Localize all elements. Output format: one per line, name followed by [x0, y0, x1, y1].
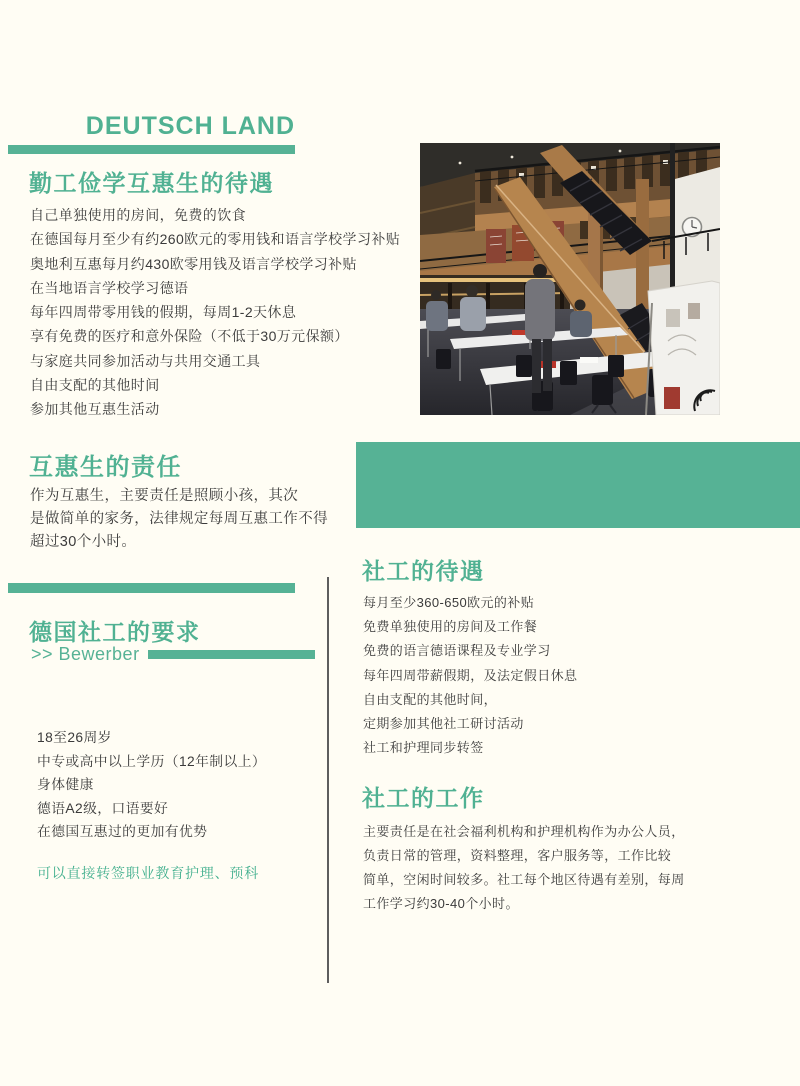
- social-worker-benefits-list: [363, 591, 577, 760]
- paragraph-line: 作为互惠生，主要责任是照顾小孩，其次: [30, 488, 299, 504]
- list-item: 自由支配的其他时间: [30, 377, 160, 394]
- list-item: 参加其他互惠生活动: [30, 401, 160, 418]
- social-worker-job-paragraph: [363, 820, 685, 916]
- list-item: 享有免费的医疗和意外保险（不低于30万元保额）: [30, 328, 349, 345]
- au-pair-duties-paragraph: [30, 485, 328, 555]
- au-pair-duties-title: 互惠生的责任: [29, 454, 182, 481]
- bewerber-row: [31, 644, 315, 665]
- list-item: 定期参加其他社工研讨活动: [363, 716, 524, 732]
- list-item: 在德国互惠过的更加有优势: [37, 824, 208, 839]
- bewerber-subtitle: >> Bewerber: [31, 644, 140, 664]
- list-item: 在当地语言学校学习德语: [30, 279, 189, 296]
- social-worker-benefits-title: 社工的待遇: [362, 558, 485, 584]
- paragraph-line: 主要责任是在社会福利机构和护理机构作为办公人员，: [363, 824, 685, 839]
- paragraph-line: 工作学习约30-40个小时。: [363, 896, 519, 911]
- list-item: 与家庭共同参加活动与共用交通工具: [30, 352, 261, 369]
- list-item: 18至26周岁: [37, 730, 112, 745]
- paragraph-line: 简单，空闲时间较多。社工每个地区待遇有差别，每周: [363, 872, 685, 887]
- column-divider-line: [327, 577, 329, 983]
- requirements-note: 可以直接转签职业教育护理、预科: [37, 865, 259, 881]
- brand-title: DEUTSCH LAND: [85, 112, 295, 140]
- list-item: 免费的语言德语课程及专业学习: [363, 643, 551, 659]
- social-worker-job-title: 社工的工作: [362, 785, 485, 811]
- list-item: 在德国每月至少有约260欧元的零用钱和语言学校学习补贴: [30, 231, 401, 248]
- paragraph-line: 是做简单的家务，法律规定每周互惠工作不得: [30, 511, 328, 528]
- paragraph-line: 超过30个小时。: [30, 534, 137, 551]
- au-pair-benefits-title: 勤工俭学互惠生的待遇: [29, 170, 274, 196]
- right-accent-block: [356, 442, 800, 528]
- bewerber-bar: [148, 650, 315, 659]
- requirements-title: 德国社工的要求: [29, 619, 201, 645]
- list-item: 每年四周带零用钱的假期，每周1-2天休息: [30, 304, 297, 321]
- list-item: 德语A2级，口语要好: [37, 800, 169, 816]
- list-item: 免费单独使用的房间及工作餐: [363, 619, 538, 635]
- paragraph-line: 负责日常的管理，资料整理，客户服务等，工作比较: [363, 848, 672, 863]
- list-item: 每年四周带薪假期，及法定假日休息: [363, 667, 578, 683]
- list-item: 每月至少360-650欧元的补贴: [363, 595, 535, 610]
- list-item: 社工和护理同步转签: [363, 740, 484, 756]
- library-photo-illustration: [420, 143, 720, 415]
- list-item: 身体健康: [37, 777, 94, 792]
- au-pair-benefits-list: [30, 203, 400, 422]
- list-item: 自己单独使用的房间，免费的饮食: [30, 207, 246, 223]
- brand-underline-bar: [8, 145, 295, 154]
- list-item: 中专或高中以上学历（12年制以上）: [37, 753, 267, 769]
- library-interior-photo: [420, 143, 720, 415]
- left-separator-bar: [8, 583, 295, 593]
- list-item: 自由支配的其他时间，: [363, 691, 498, 707]
- list-item: 奥地利互惠每月约430欧零用钱及语言学校学习补贴: [30, 255, 357, 272]
- requirements-list: [37, 726, 266, 844]
